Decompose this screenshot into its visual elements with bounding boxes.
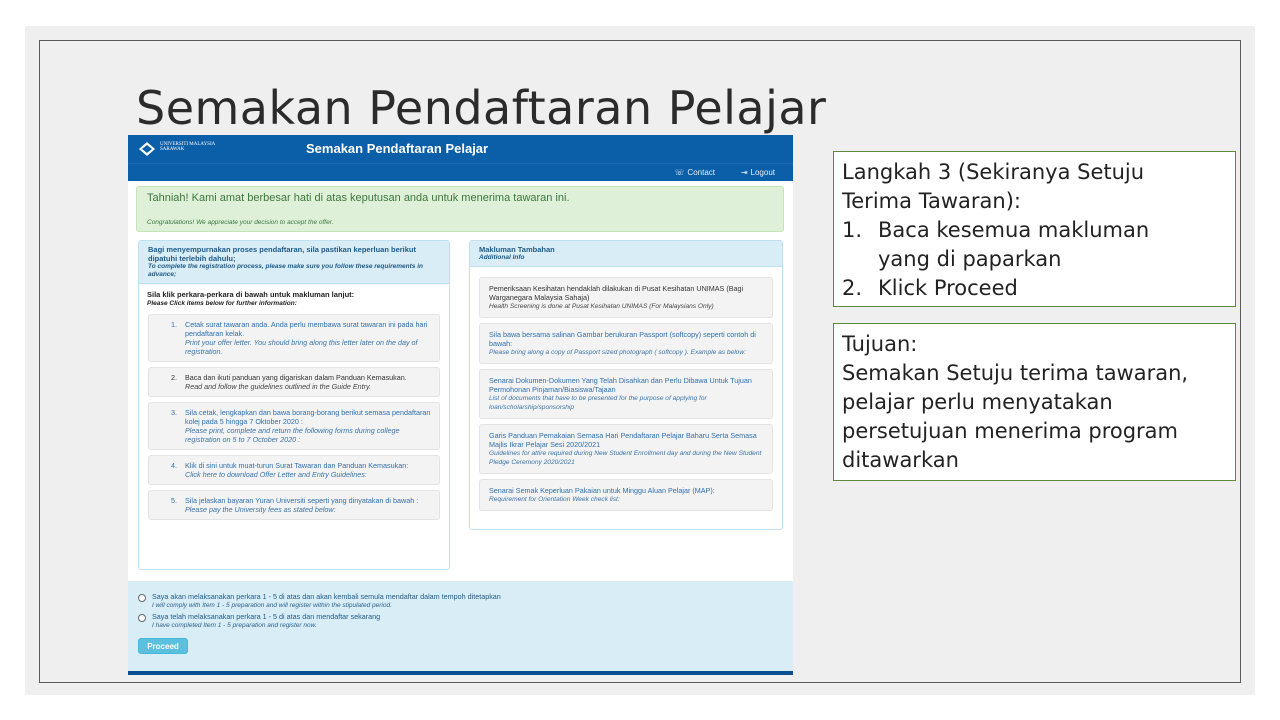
step-text-en: Please pay the University fees as stated below: <box>185 505 336 514</box>
info-text-en: Health Screening is done at Pusat Kesihatan UNIMAS (For Malaysians Only) <box>489 303 714 310</box>
confirmation-section <box>128 581 793 671</box>
logout-icon: ⇥ <box>740 168 748 177</box>
info-item-3[interactable] <box>479 369 773 419</box>
info-item-5[interactable] <box>479 479 773 511</box>
info-text-en: List of documents that have to be presented for the purpose of applying for loan/scholarship/sponsorship <box>489 395 707 411</box>
site-header <box>128 135 793 163</box>
requirements-header-en: To complete the registration process, please make sure you follow these requirements in advance; <box>148 263 424 278</box>
purpose-box-title: Tujuan: <box>842 332 918 356</box>
info-text-bm: Senarai Dokumen-Dokumen Yang Telah Disahkan dan Perlu Dibawa Untuk Tujuan Permohonan Pinjaman/Biasiswa/Tajaan <box>489 376 752 394</box>
option-will-comply-en: I will comply with Item 1 - 5 preparation and will register within the stipulated period. <box>152 601 392 609</box>
step-text-en: Click here to download Offer Letter and Entry Guidelines: <box>185 470 367 479</box>
phone-icon: ☏ <box>674 168 685 177</box>
purpose-box-text: Semakan Setuju terima tawaran, pelajar perlu menyatakan persetujuan menerima program ditawarkan <box>842 361 1189 472</box>
logo-text-line1: UNIVERSITI MALAYSIA <box>160 142 216 147</box>
step-box-item-line2: yang di paparkan <box>878 247 1062 271</box>
option-completed[interactable] <box>138 613 783 630</box>
option-will-comply-radio[interactable] <box>138 594 146 602</box>
university-logo-icon <box>138 141 156 157</box>
site-title: Semakan Pendaftaran Pelajar <box>306 141 489 156</box>
nav-contact-link[interactable] <box>674 168 715 177</box>
info-item-2[interactable] <box>479 323 773 364</box>
click-note-bm: Sila klik perkara-perkara di bawah untuk makluman lanjut: <box>147 290 355 299</box>
step-item-2[interactable] <box>148 367 440 397</box>
step-number: 3. <box>171 408 177 417</box>
step-text-en: Please print, complete and return the following forms during college registration on 5 to 7 October 2020 : <box>185 426 400 444</box>
option-will-comply-bm: Saya akan melaksanakan perkara 1 - 5 di atas dan akan kembali semula mendaftar dalam tempoh ditetapkan <box>152 592 501 601</box>
step-text-bm: Sila jelaskan bayaran Yuran Universiti seperti yang dinyatakan di bawah : <box>185 496 419 505</box>
step-item-5[interactable] <box>148 490 440 520</box>
step-text-en: Read and follow the guidelines outlined in the Guide Entry. <box>185 382 372 391</box>
click-note <box>139 284 449 310</box>
info-text-bm: Senarai Semak Keperluan Pakaian untuk Minggu Aluan Pelajar (MAP): <box>489 486 715 495</box>
step-box-item-number: 1. <box>842 218 863 242</box>
step-box-item-1 <box>842 216 1227 274</box>
step-number: 2. <box>171 373 177 382</box>
step-box-item-line1: Klick Proceed <box>878 276 1018 300</box>
step-text-en: Print your offer letter. You should bring along this letter later on the day of registration. <box>185 338 418 356</box>
step-text-bm: Klik di sini untuk muat-turun Surat Tawaran dan Panduan Kemasukan: <box>185 461 409 470</box>
step-item-4[interactable] <box>148 455 440 485</box>
click-note-en: Please Click items below for further information: <box>147 300 297 307</box>
step-item-1[interactable] <box>148 314 440 362</box>
info-item-4[interactable] <box>479 424 773 474</box>
additional-info-header <box>470 241 782 267</box>
step-text-bm: Baca dan ikuti panduan yang digariskan dalam Panduan Kemasukan. <box>185 373 407 382</box>
alert-main-text: Tahniah! Kami amat berbesar hati di atas keputusan anda untuk menerima tawaran ini. <box>147 192 570 204</box>
option-completed-bm: Saya telah melaksanakan perkara 1 - 5 di atas dan mendaftar sekarang <box>152 612 381 621</box>
info-item-1 <box>479 277 773 318</box>
logo-text-line2: SARAWAK <box>160 147 185 152</box>
info-text-en: Guidelines for attire required during New Student Enrollment day and during the New Student Pledge Ceremony 2020/2021 <box>489 450 762 466</box>
step-number: 4. <box>171 461 177 470</box>
step-text-bm: Sila cetak, lengkapkan dan bawa borang-borang berikut semasa pendaftaran kolej pada 5 hingga 7 Oktober 2020 : <box>185 408 431 426</box>
nav-logout-link[interactable] <box>741 168 775 177</box>
success-alert <box>136 186 784 232</box>
requirements-panel <box>138 240 450 570</box>
step-box-item-2 <box>842 274 1227 303</box>
info-text-bm: Sila bawa bersama salinan Gambar berukuran Passport (softcopy) seperti contoh di bawah: <box>489 330 756 348</box>
purpose-box <box>833 323 1236 481</box>
step-box-item-line1: Baca kesemua makluman <box>878 218 1150 242</box>
nav-contact-label: Contact <box>687 168 715 177</box>
step-number: 1. <box>171 320 177 329</box>
info-text-bm: Pemeriksaan Kesihatan hendaklah dilakukan di Pusat Kesihatan UNIMAS (Bagi Warganegara Malaysia Sahaja) <box>489 284 744 302</box>
slide-title: Semakan Pendaftaran Pelajar <box>136 81 827 135</box>
registration-screenshot <box>128 135 793 675</box>
info-text-bm: Garis Panduan Pemakaian Semasa Hari Pendaftaran Pelajar Baharu Serta Semasa Majlis Ikrar Pelajar Sesi 2020/2021 <box>489 431 757 449</box>
site-nav <box>128 163 793 181</box>
step-item-3[interactable] <box>148 402 440 450</box>
step-text-bm: Cetak surat tawaran anda. Anda perlu membawa surat tawaran ini pada hari pendaftaran kelak. <box>185 320 428 338</box>
additional-info-header-en: Additional Info <box>479 254 525 261</box>
step-box-title-line2: Terima Tawaran): <box>842 189 1021 213</box>
university-logo-text <box>160 142 215 152</box>
nav-logout-label: Logout <box>750 168 775 177</box>
option-completed-en: I have completed Item 1 - 5 preparation and register now. <box>152 621 317 629</box>
alert-sub-text: Congratulations! We appreciate your decision to accept the offer. <box>147 219 334 226</box>
option-completed-radio[interactable] <box>138 614 146 622</box>
info-text-en: Requirement for Orientation Week check list: <box>489 496 620 503</box>
option-will-comply[interactable] <box>138 593 783 610</box>
step-box-item-number: 2. <box>842 276 863 300</box>
requirements-header <box>139 241 449 284</box>
step-instructions-box <box>833 151 1236 307</box>
step-number: 5. <box>171 496 177 505</box>
additional-info-header-bm: Makluman Tambahan <box>479 245 555 254</box>
step-box-title-line1: Langkah 3 (Sekiranya Setuju <box>842 160 1145 184</box>
proceed-button[interactable]: Proceed <box>138 638 188 654</box>
additional-info-panel <box>469 240 783 530</box>
requirements-header-bm: Bagi menyempurnakan proses pendaftaran, sila pastikan keperluan berikut dipatuhi terlebih dahulu; <box>148 245 417 263</box>
info-text-en: Please bring along a copy of Passport sized photograph ( softcopy ). Example as below: <box>489 349 746 356</box>
